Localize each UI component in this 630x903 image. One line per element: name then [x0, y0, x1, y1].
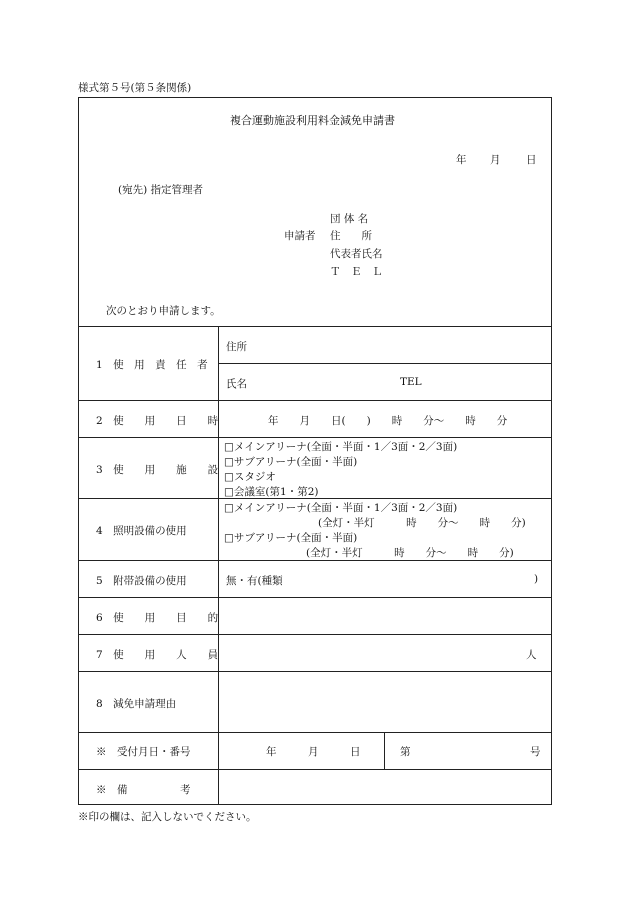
applicant-rep-name-label: 代表者氏名 [330, 248, 383, 260]
r9-no-prefix: 第 [400, 746, 411, 758]
form-title: 複合運動施設利用料金減免申請書 [230, 114, 395, 127]
row-line [78, 437, 552, 438]
row6-label: 6 使 用 目 的 [96, 612, 219, 624]
r3-item: □スタジオ [224, 471, 276, 483]
r3-item: □メインアリーナ(全面・半面・1／3面・2／3面) [224, 441, 458, 453]
row8-label: 8 減免申請理由 [96, 698, 177, 710]
date-year: 年 [456, 154, 467, 166]
r9-receipt-date: 年 月 日 [266, 746, 361, 758]
r4-main-arena: □メインアリーナ(全面・半面・1／3面・2／3面) [224, 502, 458, 514]
label-column-line [218, 326, 219, 805]
date-day: 日 [526, 154, 537, 166]
row-line [78, 671, 552, 672]
r4-sub-lighting: (全灯・半灯 時 分〜 時 分) [306, 547, 514, 559]
footnote: ※印の欄は、記入しないでください。 [78, 811, 257, 823]
row5-label: 5 附帯設備の使用 [96, 575, 187, 587]
row3-label: 3 使 用 施 設 [96, 464, 219, 476]
applicant-address-label: 住 所 [330, 230, 372, 242]
row-line [78, 400, 552, 401]
form-number: 様式第５号(第５条関係) [78, 82, 192, 94]
r5-close: ) [534, 573, 539, 585]
row7-label: 7 使 用 人 員 [96, 649, 219, 661]
addressee: (宛先) 指定管理者 [118, 184, 204, 196]
r4-sub-arena: □サブアリーナ(全面・半面) [224, 532, 358, 544]
row-line [78, 634, 552, 635]
applicant-label: 申請者 [284, 230, 316, 242]
r1-name-label: 氏名 [226, 378, 247, 390]
r1-address-label: 住所 [226, 341, 247, 353]
table-top-line [78, 326, 552, 327]
date-month: 月 [490, 154, 501, 166]
row2-label: 2 使 用 日 時 [96, 415, 219, 427]
row-line [78, 732, 552, 733]
row-line [78, 597, 552, 598]
row4-label: 4 照明設備の使用 [96, 525, 187, 537]
r3-item: □サブアリーナ(全面・半面) [224, 456, 358, 468]
r4-main-lighting: (全灯・半灯 時 分〜 時 分) [318, 517, 526, 529]
row9-label: ※ 受付月日・番号 [96, 746, 191, 758]
r3-item: □会議室(第1・第2) [224, 486, 319, 498]
row-line [78, 560, 552, 561]
row10-label: ※ 備 考 [96, 784, 191, 796]
r7-unit: 人 [526, 649, 537, 661]
applicant-tel-label: Ｔ Ｅ Ｌ [330, 266, 383, 278]
r2-datetime-value: 年 月 日( ) 時 分〜 時 分 [268, 415, 508, 427]
row-line [78, 769, 552, 770]
r1-tel-label: TEL [400, 376, 422, 388]
applicant-group-name-label: 団 体 名 [330, 213, 369, 225]
row1-inner-line [218, 363, 552, 364]
receipt-divider-line [384, 732, 385, 769]
intro-text: 次のとおり申請します。 [106, 305, 221, 317]
r9-no-suffix: 号 [530, 746, 541, 758]
row1-label: 1 使 用 責 任 者 [96, 359, 208, 371]
r5-value: 無・有(種類 [226, 575, 283, 587]
